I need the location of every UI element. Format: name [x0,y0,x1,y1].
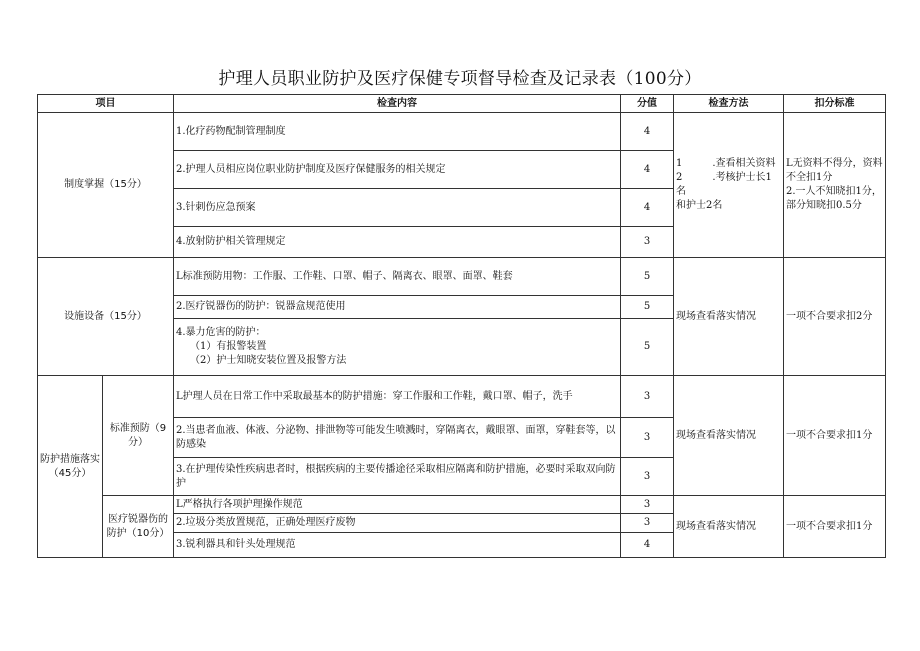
subsection-cell: 医疗锐器伤的防护（10分） [103,496,174,558]
content-cell: L标准预防用物：工作服、工作鞋、口罩、帽子、隔离衣、眼罩、面罩、鞋套 [174,258,621,296]
page-title: 护理人员职业防护及医疗保健专项督导检查及记录表（100分） [218,69,702,89]
content-cell: 3.在护理传染性疾病患者时，根据疾病的主要传播途径采取相应隔离和防护措施，必要时采取双向防护 [174,458,621,496]
header-standard: 扣分标准 [784,95,886,113]
standard-line: L无资料不得分，资料不全扣1分 [786,158,883,183]
content-cell: 2.当患者血液、体液、分泌物、排泄物等可能发生喷溅时，穿隔离衣，戴眼罩、面罩，穿鞋套等，以防感染 [174,418,621,458]
table-row [38,496,886,514]
standard-cell [784,113,886,258]
section-item-cell: 防护措施落实（45分） [38,376,103,558]
content-cell [174,319,621,376]
content-cell: 3.针刺伤应急预案 [174,189,621,227]
inspection-table [37,94,886,558]
method-line: 1 .查看相关资料 [676,158,776,169]
score-cell: 4 [621,533,674,558]
method-cell: 现场查看落实情况 [674,376,784,496]
score-cell: 3 [621,514,674,533]
subsection-cell: 标准预防（9分） [103,376,174,496]
score-cell: 5 [621,319,674,376]
header-content: 检查内容 [174,95,621,113]
score-cell: 3 [621,227,674,258]
content-cell: 2.医疗锐器伤的防护：锐器盒规范使用 [174,296,621,319]
score-cell: 4 [621,113,674,151]
method-line: 2 .考核护士长1名 [676,172,772,197]
score-cell: 4 [621,189,674,227]
score-cell: 3 [621,458,674,496]
content-cell: L护理人员在日常工作中采取最基本的防护措施：穿工作服和工作鞋，戴口罩、帽子，洗手 [174,376,621,418]
section-item-cell: 设施设备（15分） [38,258,174,376]
score-cell: 3 [621,418,674,458]
table-row [38,376,886,418]
standard-line: 2.一人不知晓扣1分，部分知晓扣0.5分 [786,186,882,211]
content-cell: 4.放射防护相关管理规定 [174,227,621,258]
method-line: 和护士2名 [676,200,723,211]
score-cell: 3 [621,376,674,418]
score-cell: 5 [621,296,674,319]
standard-cell: 一项不合要求扣1分 [784,496,886,558]
method-cell: 现场查看落实情况 [674,496,784,558]
score-cell: 4 [621,151,674,189]
header-row [38,95,886,113]
header-method: 检查方法 [674,95,784,113]
table-row [38,113,886,151]
content-cell: 2.护理人员相应岗位职业防护制度及医疗保健服务的相关规定 [174,151,621,189]
section-item-cell: 制度掌握（15分） [38,113,174,258]
standard-cell: 一项不合要求扣2分 [784,258,886,376]
content-cell: 1.化疗药物配制管理制度 [174,113,621,151]
method-cell [674,113,784,258]
content-cell: 2.垃圾分类放置规范，正确处理医疗废物 [174,514,621,533]
header-score: 分值 [621,95,674,113]
score-cell: 3 [621,496,674,514]
header-item: 项目 [38,95,174,113]
standard-cell: 一项不合要求扣1分 [784,376,886,496]
content-cell: 3.锐利器具和针头处理规范 [174,533,621,558]
content-line: 4.暴力危害的防护： [176,327,266,338]
score-cell: 5 [621,258,674,296]
table-row [38,258,886,296]
content-cell: L严格执行各项护理操作规范 [174,496,621,514]
method-cell: 现场查看落实情况 [674,258,784,376]
content-line: （2）护士知晓安装位置及报警方法 [190,355,347,366]
content-line: （1）有报警装置 [190,341,267,352]
